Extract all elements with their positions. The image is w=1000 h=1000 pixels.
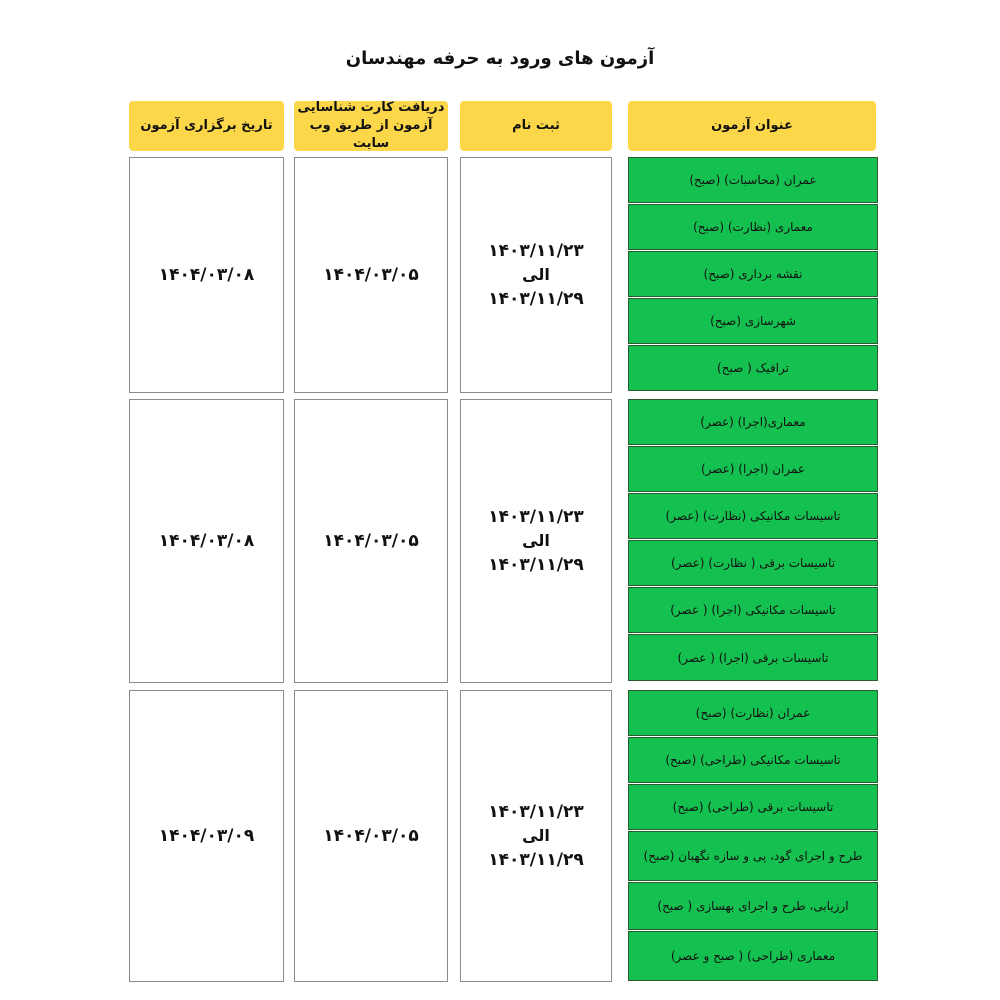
exam-date: ۱۴۰۴/۰۳/۰۸	[158, 265, 255, 285]
exam-date: ۱۴۰۴/۰۳/۰۹	[158, 826, 255, 846]
exam-title-cell: شهرسازی (صبح)	[628, 298, 878, 344]
exam-date: ۱۴۰۴/۰۳/۰۸	[158, 531, 255, 551]
exam-title-cell: تاسیسات برقی (اجرا) ( عصر)	[628, 634, 878, 681]
exam-title-cell: تاسیسات برقی ( نظارت) (عصر)	[628, 540, 878, 586]
id-card-date: ۱۴۰۴/۰۳/۰۵	[323, 265, 419, 285]
registration-start: ۱۴۰۳/۱۱/۲۳	[488, 241, 584, 261]
registration-until: الی	[522, 826, 550, 845]
registration-end: ۱۴۰۳/۱۱/۲۹	[488, 850, 584, 870]
id-card-date-cell	[294, 399, 448, 683]
exam-title-cell: نقشه برداری (صبح)	[628, 251, 878, 297]
registration-start: ۱۴۰۳/۱۱/۲۳	[488, 802, 584, 822]
registration-period-cell	[460, 690, 612, 982]
exam-date-cell	[129, 399, 284, 683]
page-title: آزمون های ورود به حرفه مهندسان	[345, 48, 655, 69]
header-id-card	[294, 101, 448, 151]
id-card-date: ۱۴۰۴/۰۳/۰۵	[323, 826, 419, 846]
header-id-card-line1: دریافت کارت شناسایی	[297, 100, 445, 115]
exam-title-cell: ترافیک ( صبح)	[628, 345, 878, 391]
id-card-date-cell	[294, 157, 448, 393]
exam-title-cell: تاسیسات برقی (طراحی) (صبح)	[628, 784, 878, 830]
registration-start: ۱۴۰۳/۱۱/۲۳	[488, 507, 584, 527]
exam-title-cell: تاسیسات مکانیکی (طراحی) (صبح)	[628, 737, 878, 783]
registration-end: ۱۴۰۳/۱۱/۲۹	[488, 555, 584, 575]
registration-period-cell	[460, 157, 612, 393]
registration-until: الی	[522, 531, 550, 550]
header-exam-date: تاریخ برگزاری آزمون	[129, 101, 284, 151]
header-exam-title: عنوان آزمون	[628, 101, 876, 151]
exam-title-cell: معماری (طراحی) ( صبح و عصر)	[628, 931, 878, 981]
exam-title-cell: ارزیابی، طرح و اجرای بهسازی ( صبح)	[628, 882, 878, 930]
exam-title-cell: معماری(اجرا) (عصر)	[628, 399, 878, 445]
exam-title-cell: عمران (محاسبات) (صبح)	[628, 157, 878, 203]
exam-date-cell	[129, 157, 284, 393]
exam-date-cell	[129, 690, 284, 982]
exam-title-cell: تاسیسات مکانیکی (نظارت) (عصر)	[628, 493, 878, 539]
id-card-date: ۱۴۰۴/۰۳/۰۵	[323, 531, 419, 551]
id-card-date-cell	[294, 690, 448, 982]
exam-title-cell: عمران (اجرا) (عصر)	[628, 446, 878, 492]
header-id-card-line2: آزمون از طریق وب سایت	[309, 118, 433, 151]
exam-title-cell: تاسیسات مکانیکی (اجرا) ( عصر)	[628, 587, 878, 633]
exam-title-cell: عمران (نظارت) (صبح)	[628, 690, 878, 736]
exam-title-cell: معماری (نظارت) (صبح)	[628, 204, 878, 250]
registration-period-cell	[460, 399, 612, 683]
registration-until: الی	[522, 265, 550, 284]
exam-title-cell: طرح و اجرای گود، پی و سازه نگهبان (صبح)	[628, 831, 878, 881]
registration-end: ۱۴۰۳/۱۱/۲۹	[488, 289, 584, 309]
header-registration: ثبت نام	[460, 101, 612, 151]
